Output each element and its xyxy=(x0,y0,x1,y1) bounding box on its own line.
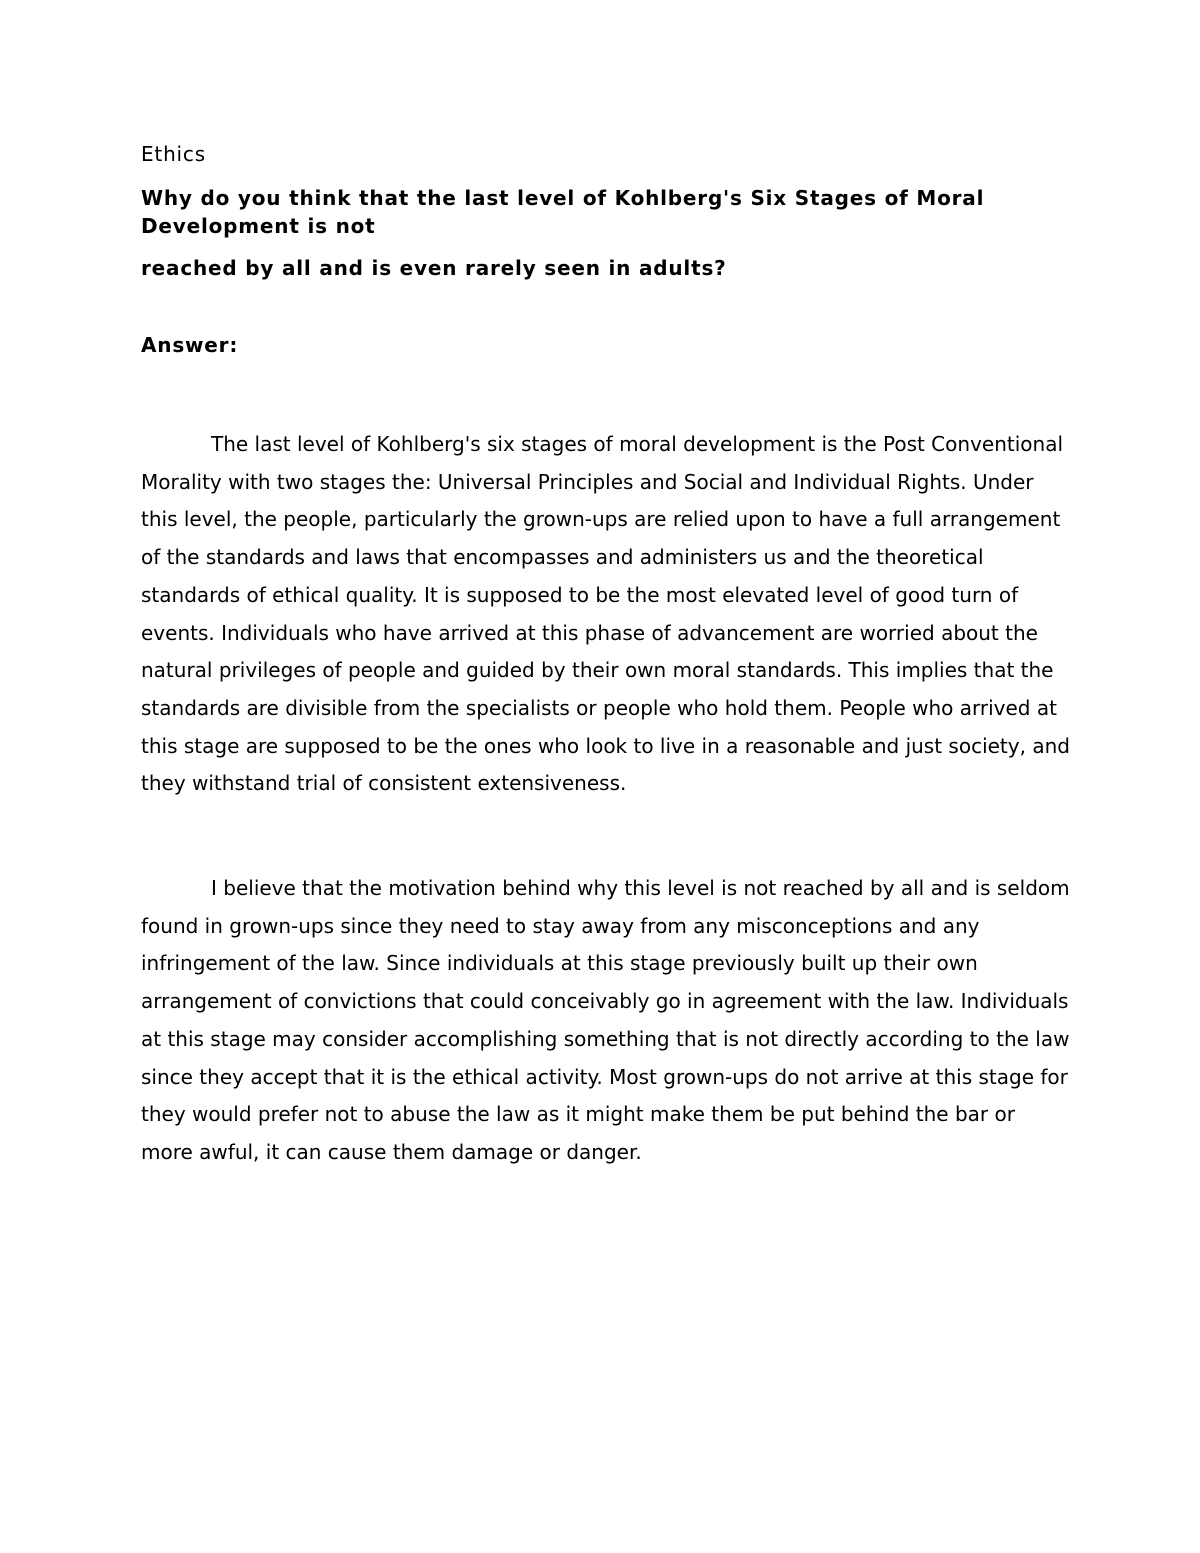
answer-paragraph-1: The last level of Kohlberg's six stages of moral development is the Post Conventional Morality with two stages the: Universal Principles and Social and Individual Rights. Under this level, the people, particularly the grown-ups are relied upon to have a full arrangement of the standards and laws that encompasses and administers us and the theoretical standards of ethical quality. It is supposed to be the most elevated level of good turn of events. Individuals who have arrived at this phase of advancement are worried about the natural privileges of people and guided by their own moral standards. This implies that the standards are divisible from the specialists or people who hold them. People who arrived at this stage are supposed to be the ones who look to live in a reasonable and just society, and they withstand trial of consistent extensiveness. xyxy=(141,432,1070,796)
question-line-1: Why do you think that the last level of Kohlberg's Six Stages of Moral Development is not xyxy=(141,186,985,238)
document-subject: Ethics xyxy=(141,142,206,166)
document-body xyxy=(141,140,1071,1172)
answer-paragraph-2: I believe that the motivation behind why this level is not reached by all and is seldom found in grown-ups since they need to stay away from any misconceptions and any infringement of the law. Since individuals at this stage previously built up their own arrangement of convictions that could conceivably go in agreement with the law. Individuals at this stage may consider accomplishing something that is not directly according to the law since they accept that it is the ethical activity. Most grown-ups do not arrive at this stage for they would prefer not to abuse the law as it might make them be put behind the bar or more awful, it can cause them damage or danger. xyxy=(141,876,1070,1164)
question-line-2: reached by all and is even rarely seen in adults? xyxy=(141,256,727,280)
answer-label: Answer: xyxy=(141,333,239,357)
